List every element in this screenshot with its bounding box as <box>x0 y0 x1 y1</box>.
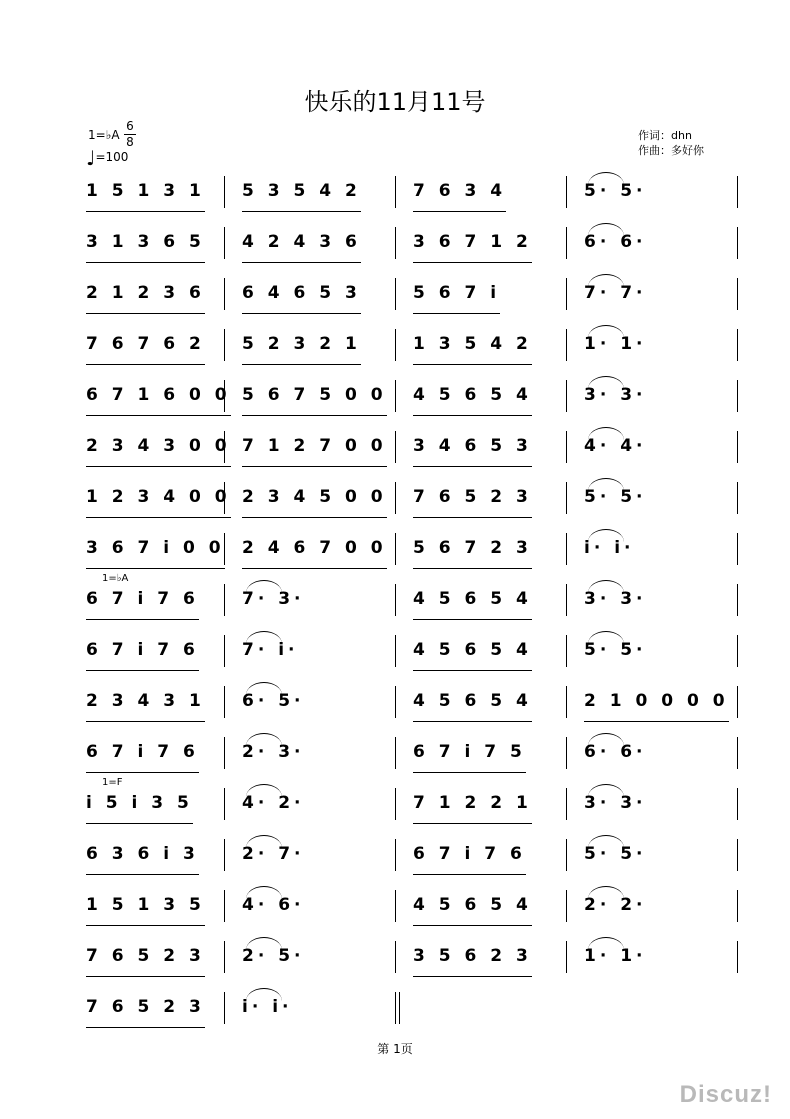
measure: 1 5 1 3 1 <box>86 174 205 225</box>
barline <box>566 176 567 208</box>
measure: 4 5 6 5 4 <box>413 684 532 735</box>
beam-underline <box>413 772 526 773</box>
barline <box>395 533 396 565</box>
barline <box>224 686 225 718</box>
tie-slur <box>588 223 624 236</box>
beam-underline <box>413 568 532 569</box>
tie-slur <box>588 886 624 899</box>
tie-slur <box>246 784 282 797</box>
page-title: 快乐的11月11号 <box>304 88 486 116</box>
barline <box>224 380 225 412</box>
barline <box>224 533 225 565</box>
time-numerator: 6 <box>126 119 134 133</box>
score-system <box>0 888 790 939</box>
measure: 7 6 3 4 <box>413 174 506 225</box>
key-change-label: 1=F <box>102 777 123 788</box>
barline <box>224 431 225 463</box>
measure: 2· 5· <box>242 939 305 990</box>
beam-underline <box>86 925 205 926</box>
measure: 6 7 i 7 5 <box>413 735 526 786</box>
barline <box>737 482 738 514</box>
score-system <box>0 939 790 990</box>
measure: 5· 5· <box>584 837 647 888</box>
measure: 6 3 6 i 3 <box>86 837 199 888</box>
tie-slur <box>246 988 282 1001</box>
score-system <box>0 777 790 837</box>
page-number: 第 1页 <box>377 1042 413 1056</box>
measure: 6 7 i 7 6 <box>413 837 526 888</box>
beam-underline <box>413 670 532 671</box>
beam-underline <box>413 466 532 467</box>
measure: 4 5 6 5 4 <box>413 633 532 684</box>
barline <box>566 533 567 565</box>
beam-underline <box>86 262 205 263</box>
barline <box>566 227 567 259</box>
barline <box>737 686 738 718</box>
beam-underline <box>86 313 205 314</box>
tie-slur <box>588 376 624 389</box>
barline <box>566 431 567 463</box>
barline <box>737 380 738 412</box>
barline <box>566 890 567 922</box>
measure: 1 3 5 4 2 <box>413 327 532 378</box>
barline <box>566 737 567 769</box>
barline <box>737 227 738 259</box>
beam-underline <box>242 211 361 212</box>
tempo-value: =100 <box>95 150 129 164</box>
barline <box>566 686 567 718</box>
measure: 7· 3· <box>242 582 305 633</box>
barline <box>737 533 738 565</box>
barline <box>395 431 396 463</box>
score-system <box>0 225 790 276</box>
tie-slur <box>588 733 624 746</box>
barline <box>395 176 396 208</box>
measure: 4· 6· <box>242 888 305 939</box>
barline <box>737 839 738 871</box>
barline <box>395 278 396 310</box>
measure: 7 1 2 2 1 <box>413 786 532 837</box>
barline <box>566 584 567 616</box>
beam-underline <box>86 415 231 416</box>
barline <box>224 737 225 769</box>
barline <box>395 482 396 514</box>
measure: 3· 3· <box>584 378 647 429</box>
barline <box>737 788 738 820</box>
measure: 7 6 5 2 3 <box>86 990 205 1041</box>
barline <box>395 635 396 667</box>
measure: 6 7 i 7 6 <box>86 633 199 684</box>
measure: 3· 3· <box>584 582 647 633</box>
barline <box>224 839 225 871</box>
barline <box>395 329 396 361</box>
tie-slur <box>588 529 624 542</box>
tie-slur <box>588 478 624 491</box>
measure: 1 2 3 4 0 0 <box>86 480 231 531</box>
measure: 3 6 7 1 2 <box>413 225 532 276</box>
beam-underline <box>242 262 361 263</box>
barline <box>395 941 396 973</box>
measure: 2 1 2 3 6 <box>86 276 205 327</box>
measure: 3· 3· <box>584 786 647 837</box>
measure: 6 7 i 7 6 <box>86 582 199 633</box>
measure: i· i· <box>584 531 635 582</box>
measure: 6· 6· <box>584 225 647 276</box>
barline <box>395 584 396 616</box>
score-system <box>0 837 790 888</box>
beam-underline <box>413 976 532 977</box>
measure: 5· 5· <box>584 633 647 684</box>
score-system <box>0 378 790 429</box>
barline <box>737 941 738 973</box>
barline <box>737 431 738 463</box>
beam-underline <box>242 364 361 365</box>
time-denominator: 8 <box>126 135 134 149</box>
final-barline <box>395 992 396 1024</box>
measure: 5 3 5 4 2 <box>242 174 361 225</box>
measure: 7 1 2 7 0 0 <box>242 429 387 480</box>
measure: 6· 6· <box>584 735 647 786</box>
measure: 4 5 6 5 4 <box>413 378 532 429</box>
measure: 6· 5· <box>242 684 305 735</box>
measure: 2 4 6 7 0 0 <box>242 531 387 582</box>
watermark: Discuz! <box>679 1081 772 1108</box>
measure: 4 2 4 3 6 <box>242 225 361 276</box>
beam-underline <box>86 823 193 824</box>
measure: 2· 2· <box>584 888 647 939</box>
beam-underline <box>86 874 199 875</box>
beam-underline <box>242 466 387 467</box>
measure: 1· 1· <box>584 327 647 378</box>
beam-underline <box>413 211 506 212</box>
measure: 4 5 6 5 4 <box>413 888 532 939</box>
barline <box>737 584 738 616</box>
barline <box>224 584 225 616</box>
beam-underline <box>86 1027 205 1028</box>
quarter-note-icon: ♩ <box>86 146 96 170</box>
measure: 7 6 5 2 3 <box>413 480 532 531</box>
beam-underline <box>413 415 532 416</box>
key-signature: 1=♭A <box>88 128 120 142</box>
measure: 5· 5· <box>584 174 647 225</box>
beam-underline <box>413 364 532 365</box>
beam-underline <box>86 772 199 773</box>
beam-underline <box>242 415 387 416</box>
beam-underline <box>413 517 532 518</box>
lyricist: 作词：dhn <box>638 129 692 142</box>
barline <box>224 992 225 1024</box>
barline <box>224 890 225 922</box>
barline <box>566 941 567 973</box>
barline <box>224 227 225 259</box>
score-system <box>0 276 790 327</box>
barline <box>395 686 396 718</box>
measure: 4· 2· <box>242 786 305 837</box>
beam-underline <box>413 925 532 926</box>
barline <box>224 482 225 514</box>
score-system <box>0 327 790 378</box>
measure: 7 6 5 2 3 <box>86 939 205 990</box>
measure: 7· i· <box>242 633 299 684</box>
measure: 7 6 7 6 2 <box>86 327 205 378</box>
beam-underline <box>413 619 532 620</box>
barline <box>737 329 738 361</box>
barline <box>224 278 225 310</box>
beam-underline <box>86 619 199 620</box>
barline <box>395 227 396 259</box>
measure: 2 3 4 5 0 0 <box>242 480 387 531</box>
measure: 1· 1· <box>584 939 647 990</box>
beam-underline <box>413 721 532 722</box>
barline <box>224 176 225 208</box>
measure: 7· 7· <box>584 276 647 327</box>
measure: 3 5 6 2 3 <box>413 939 532 990</box>
beam-underline <box>86 670 199 671</box>
barline <box>737 890 738 922</box>
beam-underline <box>242 313 361 314</box>
tie-slur <box>588 631 624 644</box>
measure: 3 1 3 6 5 <box>86 225 205 276</box>
beam-underline <box>242 517 387 518</box>
beam-underline <box>86 976 205 977</box>
barline <box>737 176 738 208</box>
measure: 3 4 6 5 3 <box>413 429 532 480</box>
measure: 2 3 4 3 0 0 <box>86 429 231 480</box>
measure: 6 4 6 5 3 <box>242 276 361 327</box>
tie-slur <box>246 682 282 695</box>
measure: 5 6 7 i <box>413 276 500 327</box>
beam-underline <box>86 721 205 722</box>
measure: 2· 3· <box>242 735 305 786</box>
tie-slur <box>588 937 624 950</box>
tie-slur <box>246 886 282 899</box>
barline <box>224 788 225 820</box>
beam-underline <box>86 364 205 365</box>
barline <box>566 839 567 871</box>
tie-slur <box>588 835 624 848</box>
measure: i· i· <box>242 990 293 1041</box>
measure: 5· 5· <box>584 480 647 531</box>
barline <box>737 278 738 310</box>
barline <box>395 890 396 922</box>
beam-underline <box>242 568 387 569</box>
tie-slur <box>246 631 282 644</box>
beam-underline <box>584 721 729 722</box>
measure: 6 7 1 6 0 0 <box>86 378 231 429</box>
barline <box>395 380 396 412</box>
beam-underline <box>86 211 205 212</box>
measure: 1 5 1 3 5 <box>86 888 205 939</box>
barline <box>737 635 738 667</box>
measure: 4· 4· <box>584 429 647 480</box>
score-system <box>0 480 790 531</box>
tempo-marking <box>86 146 128 170</box>
barline <box>566 635 567 667</box>
beam-underline <box>86 517 231 518</box>
tie-slur <box>588 172 624 185</box>
beam-underline <box>413 313 500 314</box>
tie-slur <box>588 784 624 797</box>
beam-underline <box>413 262 532 263</box>
score-system <box>0 429 790 480</box>
measure: 4 5 6 5 4 <box>413 582 532 633</box>
tie-slur <box>588 580 624 593</box>
barline <box>566 788 567 820</box>
tie-slur <box>588 427 624 440</box>
barline <box>224 329 225 361</box>
barline <box>224 941 225 973</box>
barline <box>566 278 567 310</box>
tie-slur <box>246 733 282 746</box>
score-system <box>0 633 790 684</box>
time-signature <box>124 120 136 149</box>
score-system <box>0 990 790 1041</box>
barline <box>395 788 396 820</box>
measure: 6 7 i 7 6 <box>86 735 199 786</box>
barline <box>566 380 567 412</box>
score-system <box>0 684 790 735</box>
barline <box>395 737 396 769</box>
score-system <box>0 174 790 225</box>
barline <box>737 737 738 769</box>
tie-slur <box>588 325 624 338</box>
beam-underline <box>86 466 231 467</box>
measure: 5 6 7 2 3 <box>413 531 532 582</box>
barline <box>566 482 567 514</box>
credits <box>638 128 704 158</box>
key-change-label: 1=♭A <box>102 573 129 584</box>
measure: i 5 i 3 5 <box>86 786 193 837</box>
barline <box>224 635 225 667</box>
measure: 5 2 3 2 1 <box>242 327 361 378</box>
tie-slur <box>588 274 624 287</box>
measure: 2 3 4 3 1 <box>86 684 205 735</box>
beam-underline <box>413 823 532 824</box>
measure: 2· 7· <box>242 837 305 888</box>
measure: 3 6 7 i 0 0 <box>86 531 225 582</box>
beam-underline <box>86 568 225 569</box>
barline <box>566 329 567 361</box>
tie-slur <box>246 580 282 593</box>
score-system <box>0 573 790 633</box>
barline <box>395 839 396 871</box>
tie-slur <box>246 937 282 950</box>
measure: 2 1 0 0 0 0 <box>584 684 729 735</box>
composer: 作曲：多好你 <box>638 144 704 157</box>
measure: 5 6 7 5 0 0 <box>242 378 387 429</box>
beam-underline <box>413 874 526 875</box>
tie-slur <box>246 835 282 848</box>
